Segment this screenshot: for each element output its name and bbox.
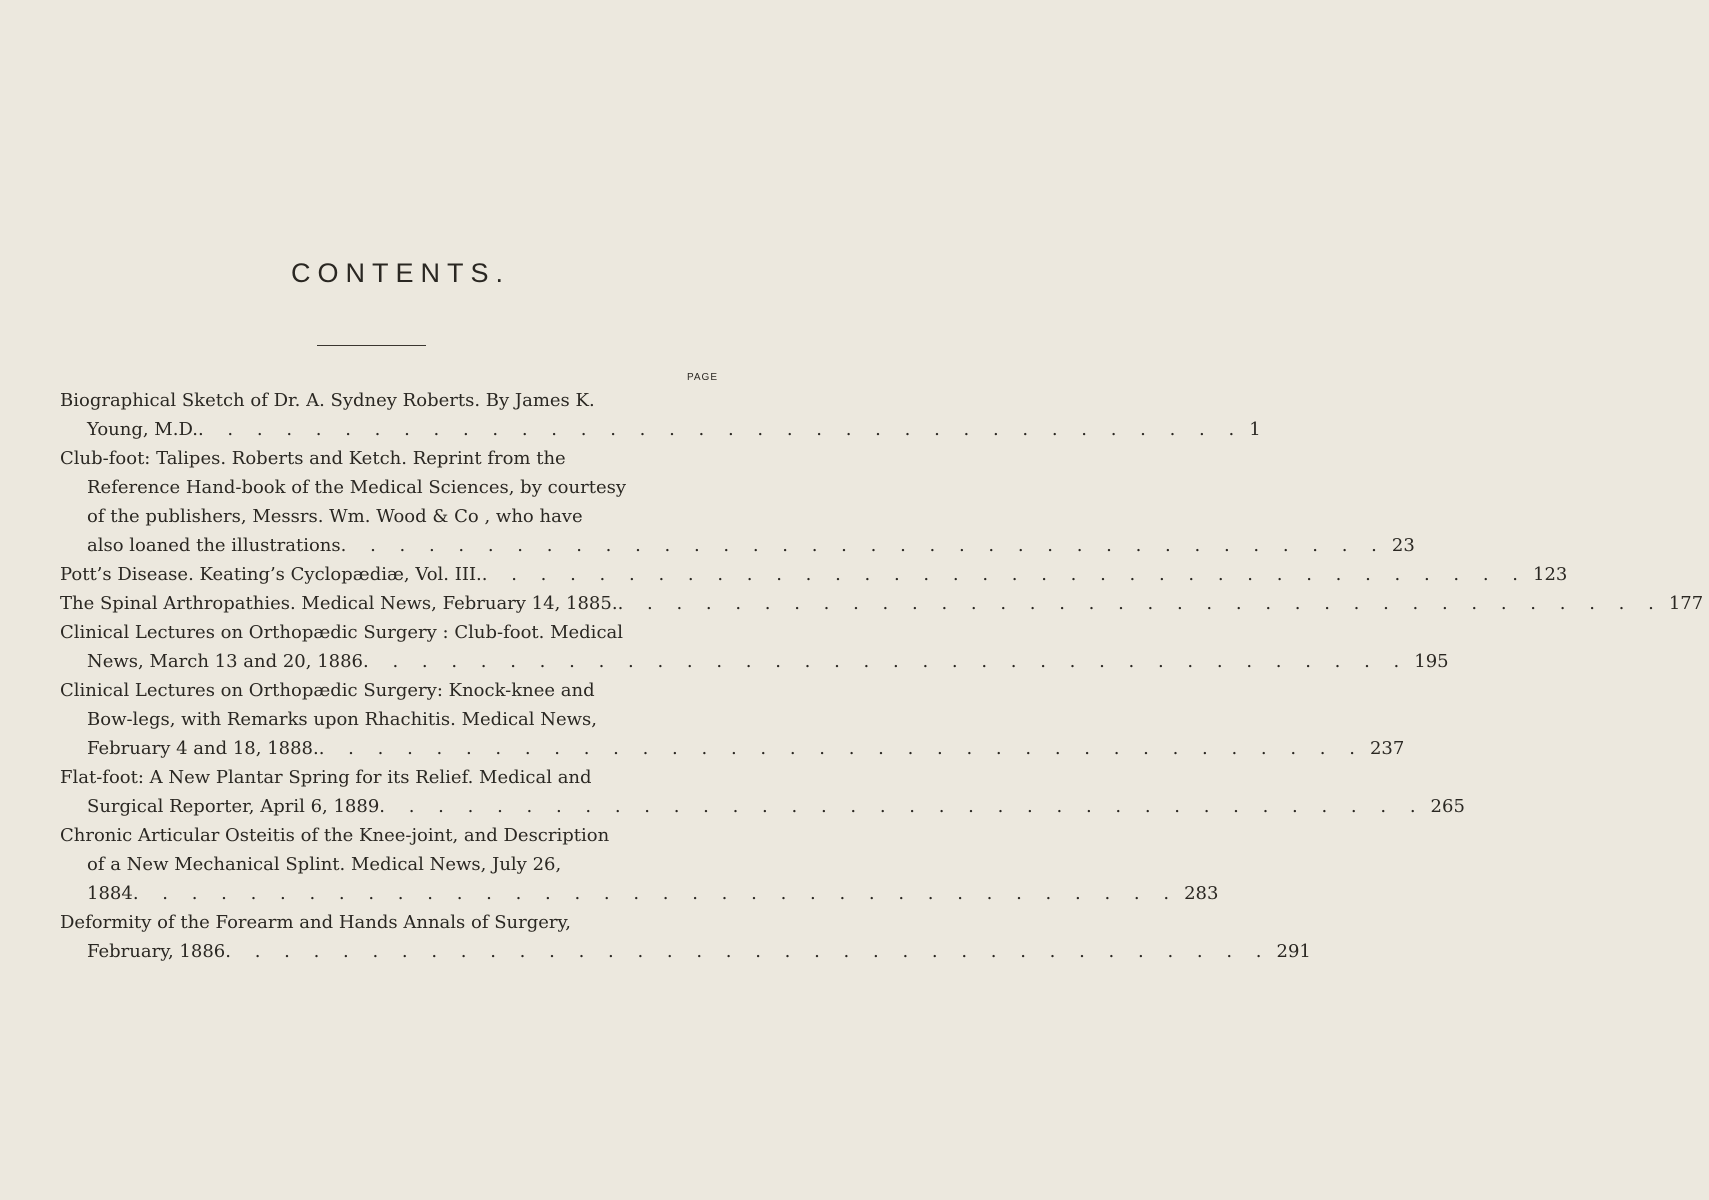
dot-leader: . . . . . . . . . . . . . . . . . . . . . . . . . . . . . . . . . . . . bbox=[617, 593, 1663, 614]
toc-entry-text: also loaned the illustrations bbox=[87, 535, 341, 556]
toc-page-number: 123 bbox=[1533, 564, 1568, 585]
toc-entry bbox=[60, 386, 1261, 444]
toc-entry bbox=[60, 589, 1704, 618]
toc-page-number: 195 bbox=[1414, 651, 1449, 672]
dot-leader: . . . . . . . . . . . . . . . . . . . . . . . . . . . . . . . . . . . . bbox=[363, 651, 1409, 672]
toc-page-number: 177 bbox=[1668, 593, 1704, 614]
toc-entry-line: Clinical Lectures on Orthopædic Surgery: Knock-knee and bbox=[60, 680, 595, 701]
title-rule bbox=[317, 345, 426, 346]
toc-entry bbox=[60, 908, 1311, 966]
toc-entry-final-line bbox=[60, 734, 1405, 763]
dot-leader: . . . . . . . . . . . . . . . . . . . . . . . . . . . . . . . . . . . . bbox=[481, 564, 1528, 585]
toc-entry-final-line bbox=[60, 647, 1449, 676]
toc-page-number: 265 bbox=[1430, 796, 1465, 817]
toc-entry-text: Surgical Reporter, April 6, 1889 bbox=[87, 796, 380, 817]
toc-entry-line: Club-foot: Talipes. Roberts and Ketch. Reprint from the bbox=[60, 448, 566, 469]
toc-entry bbox=[60, 444, 1415, 560]
table-of-contents bbox=[60, 386, 1704, 966]
toc-entry-text: Young, M.D. bbox=[87, 419, 198, 440]
toc-entry-final-line bbox=[60, 415, 1261, 444]
toc-entry bbox=[60, 560, 1568, 589]
dot-leader: . . . . . . . . . . . . . . . . . . . . . . . . . . . . . . . . . . . . bbox=[197, 419, 1244, 440]
toc-entry-line: Flat-foot: A New Plantar Spring for its Relief. Medical and bbox=[60, 767, 592, 788]
toc-page-number: 23 bbox=[1391, 535, 1415, 556]
toc-entry bbox=[60, 618, 1449, 676]
toc-entry-line: Deformity of the Forearm and Hands Annals of Surgery, bbox=[60, 912, 572, 933]
toc-page-number: 283 bbox=[1184, 883, 1219, 904]
toc-entry-line: Bow-legs, with Remarks upon Rhachitis. Medical News, bbox=[87, 709, 598, 730]
toc-entry-line: Clinical Lectures on Orthopædic Surgery : Club-foot. Medical bbox=[60, 622, 624, 643]
toc-entry-text: News, March 13 and 20, 1886 bbox=[87, 651, 364, 672]
toc-entry-line: Reference Hand-book of the Medical Sciences, by courtesy bbox=[87, 477, 626, 498]
toc-entry-final-line bbox=[60, 531, 1415, 560]
dot-leader: . . . . . . . . . . . . . . . . . . . . . . . . . . . . . . . . . . . . bbox=[318, 738, 1364, 759]
toc-entry-line bbox=[60, 560, 1568, 589]
dot-leader: . . . . . . . . . . . . . . . . . . . . . . . . . . . . . . . . . . . . bbox=[132, 883, 1179, 904]
dot-leader: . . . . . . . . . . . . . . . . . . . . . . . . . . . . . . . . . . . . bbox=[225, 941, 1271, 962]
toc-entry-title: The Spinal Arthropathies. Medical News, February 14, 1885. bbox=[60, 593, 618, 614]
toc-page-number: 237 bbox=[1369, 738, 1405, 759]
toc-entry-line: of the publishers, Messrs. Wm. Wood & Co , who have bbox=[87, 506, 583, 527]
page-title: CONTENTS. bbox=[290, 258, 510, 288]
toc-entry bbox=[60, 763, 1465, 821]
toc-page-number: 291 bbox=[1276, 941, 1311, 962]
dot-leader: . . . . . . . . . . . . . . . . . . . . . . . . . . . . . . . . . . . . bbox=[340, 535, 1386, 556]
toc-entry-final-line bbox=[60, 937, 1311, 966]
toc-entry-title: Pott’s Disease. Keating’s Cyclopædiæ, Vol. III. bbox=[60, 564, 482, 585]
toc-entry-line: Biographical Sketch of Dr. A. Sydney Roberts. By James K. bbox=[60, 390, 595, 411]
toc-entry-line: of a New Mechanical Splint. Medical News, July 26, bbox=[87, 854, 562, 875]
toc-entry-line: Chronic Articular Osteitis of the Knee-joint, and Description bbox=[60, 825, 610, 846]
toc-entry bbox=[60, 676, 1405, 763]
toc-entry-text: February, 1886 bbox=[87, 941, 226, 962]
page-column-label: PAGE bbox=[686, 372, 718, 383]
toc-page-number: 1 bbox=[1249, 419, 1261, 440]
toc-entry-line bbox=[60, 589, 1704, 618]
toc-entry-text: February 4 and 18, 1888. bbox=[87, 738, 319, 759]
toc-entry bbox=[60, 821, 1219, 908]
dot-leader: . . . . . . . . . . . . . . . . . . . . . . . . . . . . . . . . . . . . bbox=[379, 796, 1425, 817]
toc-entry-text: 1884 bbox=[87, 883, 133, 904]
toc-entry-final-line bbox=[60, 792, 1465, 821]
toc-entry-final-line bbox=[60, 879, 1219, 908]
